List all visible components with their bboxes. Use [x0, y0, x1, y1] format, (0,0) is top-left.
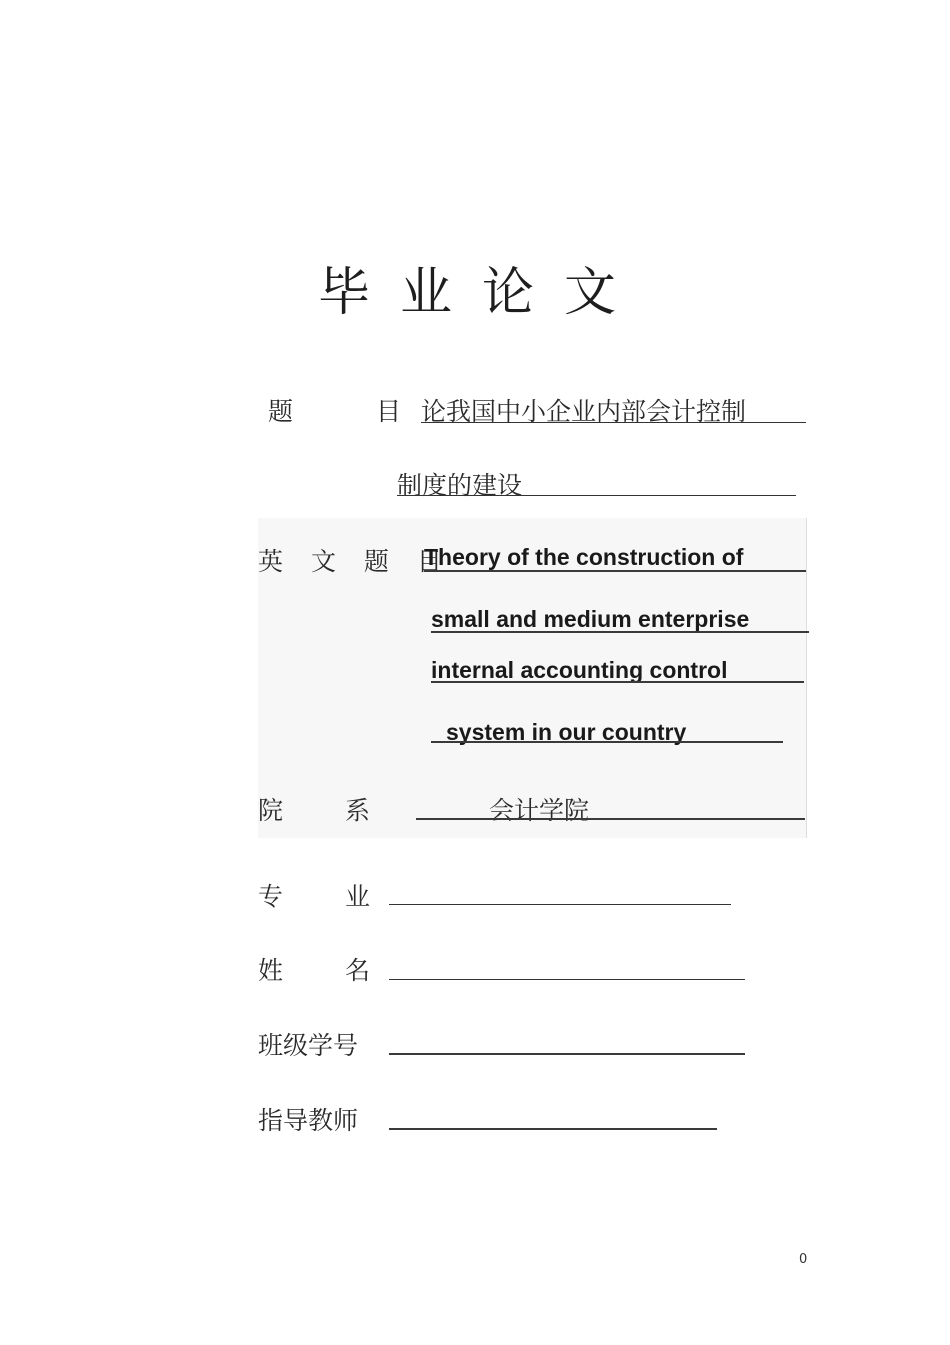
english-underline-3	[431, 681, 804, 683]
topic-underline-2	[397, 495, 796, 496]
major-label-part2: 业	[345, 882, 371, 911]
english-underline-4	[431, 741, 783, 743]
english-underline-1	[424, 570, 806, 572]
dept-label-part1: 院	[258, 796, 284, 825]
topic-value-line1: 论我国中小企业内部会计控制	[421, 397, 747, 426]
name-underline	[389, 979, 745, 980]
dept-value: 会计学院	[489, 796, 590, 825]
class-id-label: 班级学号	[258, 1031, 359, 1060]
major-underline	[389, 904, 731, 905]
english-topic-label: 英 文 题 目	[258, 547, 452, 576]
english-underline-2	[431, 631, 809, 633]
advisor-underline	[389, 1128, 717, 1130]
name-label-part1: 姓	[258, 956, 284, 985]
topic-value-line2: 制度的建设	[397, 471, 523, 500]
dept-label-part2: 系	[345, 796, 371, 825]
topic-label-part1: 题	[268, 397, 294, 426]
english-topic-line2: small and medium enterprise	[431, 606, 750, 632]
name-label-part2: 名	[345, 956, 371, 985]
english-topic-line3: internal accounting control	[431, 657, 728, 683]
english-topic-line1: Theory of the construction of	[424, 544, 744, 570]
advisor-label: 指导教师	[258, 1106, 359, 1135]
topic-label-part2: 目	[376, 397, 402, 426]
dept-underline	[416, 818, 805, 820]
page-number: 0	[799, 1252, 808, 1267]
major-label-part1: 专	[258, 882, 284, 911]
cover-title: 毕业论文	[318, 263, 647, 323]
class-id-underline	[389, 1053, 745, 1055]
english-topic-line4: system in our country	[446, 719, 687, 745]
topic-underline-1	[421, 422, 806, 423]
